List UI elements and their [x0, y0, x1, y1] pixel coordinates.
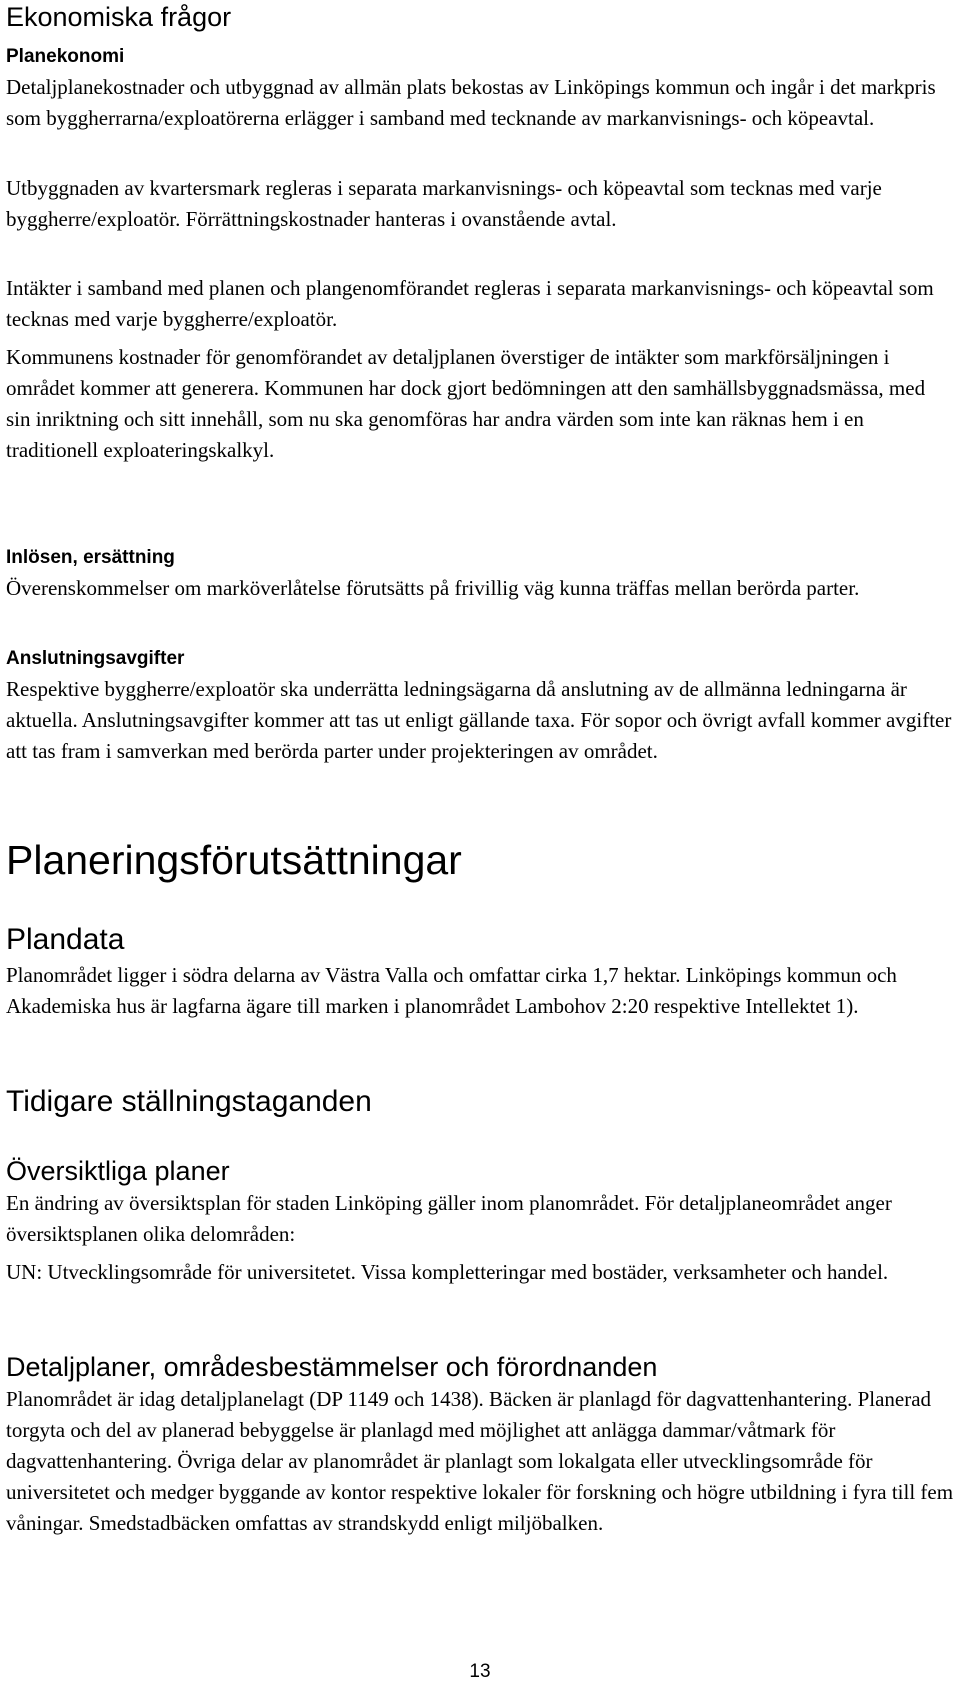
heading-planekonomi: Planekonomi	[6, 46, 125, 67]
paragraph-oversiktliga-1: En ändring av översiktsplan för staden Linköping gäller inom planområdet. För detaljplaneområdet anger översiktsplanen olika delområden:	[6, 1191, 892, 1246]
paragraph-plandata: Planområdet ligger i södra delarna av Västra Valla och omfattar cirka 1,7 hektar. Linköpings kommun och Akademiska hus är lagfarna ägare till marken i planområdet Lambohov 2:20 respektive Intellektet 1).	[6, 963, 897, 1018]
heading-detaljplaner: Detaljplaner, områdesbestämmelser och förordnanden	[6, 1352, 658, 1382]
heading-oversiktliga-planer: Översiktliga planer	[6, 1156, 230, 1186]
heading-inlosen: Inlösen, ersättning	[6, 547, 175, 568]
paragraph-planekonomi-2: Utbyggnaden av kvartersmark regleras i separata markanvisnings- och köpeavtal som tecknas med varje byggherre/exploatör. Förrättningskostnader hanteras i ovanstående avtal.	[6, 176, 882, 231]
page-number: 13	[469, 1661, 491, 1682]
heading-anslutningsavgifter: Anslutningsavgifter	[6, 648, 185, 669]
paragraph-oversiktliga-2: UN: Utvecklingsområde för universitetet. Vissa kompletteringar med bostäder, verksamheter och handel.	[6, 1260, 889, 1284]
paragraph-planekonomi-4: Kommunens kostnader för genomförandet av detaljplanen överstiger de intäkter som markförsäljningen i området kommer att generera. Kommunen har dock gjort bedömningen att den samhällsbyggnadsmässa, med sin inriktning och sitt innehåll, som nu ska genomföras har andra värden som inte kan räknas hem i en traditionell exploateringskalkyl.	[6, 345, 926, 462]
paragraph-inlosen: Överenskommelser om marköverlåtelse förutsätts på frivillig väg kunna träffas mellan berörda parter.	[6, 576, 860, 600]
heading-planeringsforutsattningar: Planeringsförutsättningar	[6, 837, 462, 883]
paragraph-planekonomi-1: Detaljplanekostnader och utbyggnad av allmän plats bekostas av Linköpings kommun och ingår i det markpris som byggherrarna/exploatörerna erlägger i samband med tecknande av markanvisnings- och köpeavtal.	[6, 75, 936, 130]
heading-ekonomiska-fragor: Ekonomiska frågor	[6, 2, 232, 32]
heading-plandata: Plandata	[6, 923, 125, 956]
paragraph-detaljplaner: Planområdet är idag detaljplanelagt (DP 1149 och 1438). Bäcken är planlagd för dagvattenhantering. Planerad torgyta och del av planerad bebyggelse är planlagd med möjlighet att anlägga dammar/våtmark för dagvattenhantering. Övriga delar av planområdet är planlagt som lokalgata eller utvecklingsområde för universitetet och medger byggande av kontor respektive lokaler för forskning och högre utbildning i fyra till fem våningar. Smedstadbäcken omfattas av strandskydd enligt miljöbalken.	[6, 1387, 954, 1535]
paragraph-planekonomi-3: Intäkter i samband med planen och plangenomförandet regleras i separata markanvisnings- och köpeavtal som tecknas med varje byggherre/exploatör.	[6, 276, 934, 331]
heading-tidigare-stallningstaganden: Tidigare ställningstaganden	[6, 1085, 372, 1118]
paragraph-anslutningsavgifter: Respektive byggherre/exploatör ska underrätta ledningsägarna då anslutning av de allmänna ledningarna är aktuella. Anslutningsavgifter kommer att tas ut enligt gällande taxa. För sopor och övrigt avfall kommer avgifter att tas fram i samverkan med berörda parter under projekteringen av området.	[6, 677, 952, 763]
